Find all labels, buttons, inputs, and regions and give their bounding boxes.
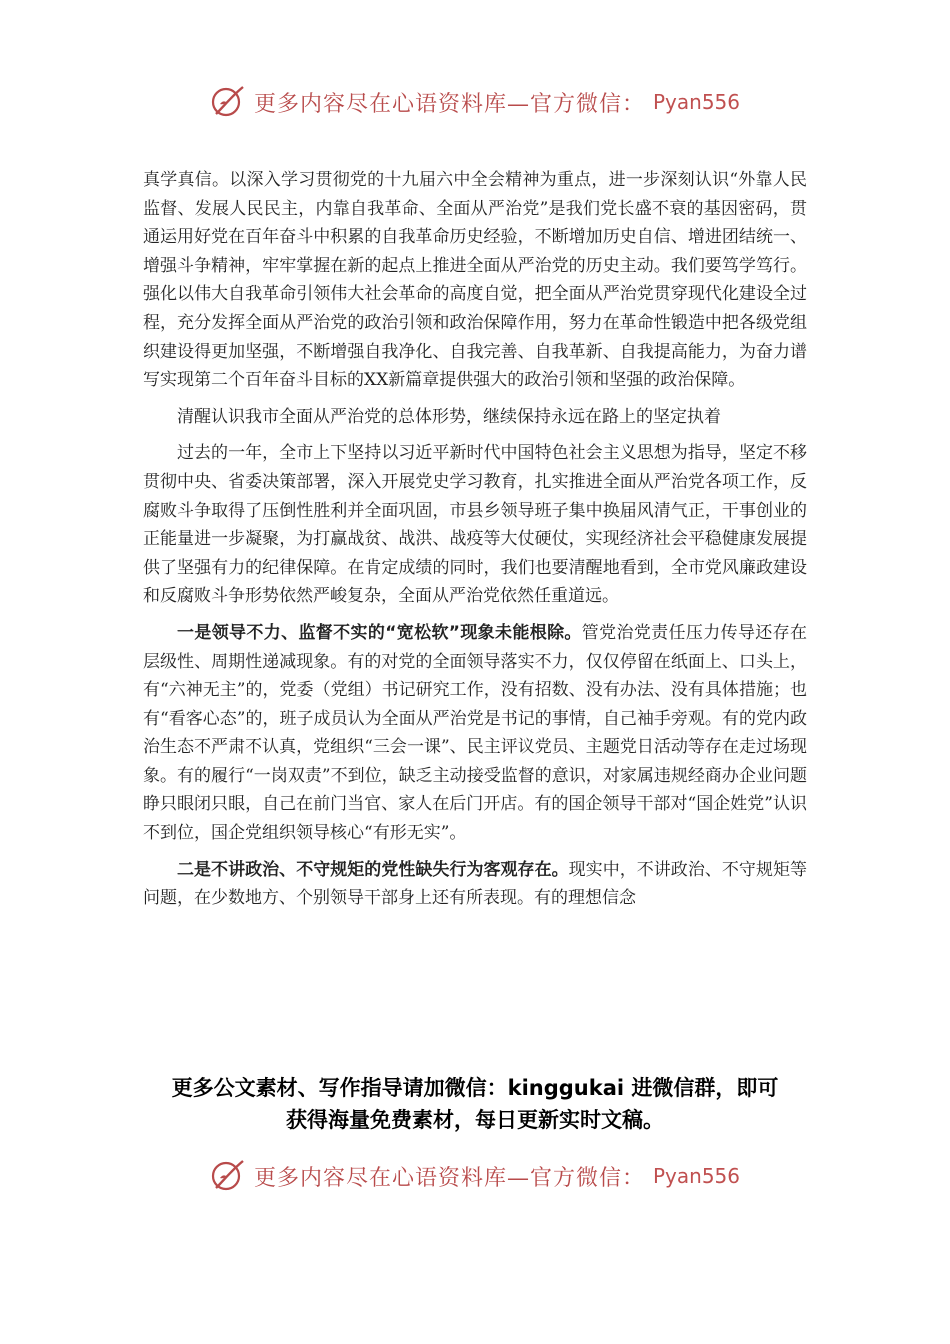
footer-banner-text: 更多内容尽在心语资料库—官方微信： [253, 1165, 645, 1191]
paragraph-continued: 真学真信。以深入学习贯彻党的十九届六中全会精神为重点，进一步深刻认识“外靠人民监督、发展人民民主，内靠自我革命、全面从严治党”是我们党长盛不衰的基因密码，贯通运用好党在百年奋斗中积累的自我革命历史经验，不断增加历史自信、增进团结统一、增强斗争精神，牢牢掌握在新的起点上推进全面从严治党的历史主动。我们要笃学笃行。强化以伟大自我革命引领伟大社会革命的高度自觉，把全面从严治党贯穿现代化建设全过程，充分发挥全面从严治党的政治引领和政治保障作用，努力在革命性锻造中把各级党组织建设得更加坚强，不断增强自我净化、自我完善、自我革新、自我提高能力，为奋力谱写实现第二个百年奋斗目标的XX新篇章提供强大的政治引领和坚强的政治保障。 [143, 170, 807, 391]
header-banner-wechat: Pyan556 [653, 90, 741, 114]
document-body [143, 166, 807, 913]
promo-line-2: 获得海量免费素材，每日更新实时文稿。 [286, 1108, 664, 1132]
point-two-text: 现实中，不讲政治、不守规矩等问题，在少数地方、个别领导干部身上还有所表现。有的理想信念 [143, 859, 808, 909]
footer-banner [0, 1154, 950, 1198]
footer-banner-wechat: Pyan556 [653, 1164, 741, 1188]
header-banner-text: 更多内容尽在心语资料库—官方微信： [253, 91, 645, 117]
paragraph-point-one [143, 619, 807, 848]
paragraph-point-two [143, 856, 807, 913]
section-heading: 清醒认识我市全面从严治党的总体形势，继续保持永远在路上的坚定执着 [177, 406, 721, 427]
promo-line-1: 更多公文素材、写作指导请加微信：kinggukai 进微信群，即可 [171, 1076, 779, 1100]
quill-logo-icon [210, 1158, 246, 1194]
quill-logo-icon [210, 84, 246, 120]
point-one-lead: 一是领导不力、监督不实的“宽松软”现象未能根除。 [177, 622, 582, 643]
point-one-text: 管党治党责任压力传导还存在层级性、周期性递减现象。有的对党的全面领导落实不力，仅仅停留在纸面上、口头上，有“六神无主”的，党委（党组）书记研究工作，没有招数、没有办法、没有具体措施；也有“看客心态”的，班子成员认为全面从严治党是书记的事情，自己袖手旁观。有的党内政治生态不严肃不认真，党组织“三会一课”、民主评议党员、主题党日活动等存在走过场现象。有的履行“一岗双责”不到位，缺乏主动接受监督的意识，对家属违规经商办企业问题睁只眼闭只眼，自己在前门当官、家人在后门开店。有的国企领导干部对“国企姓党”认识不到位，国企党组织领导核心“有形无实”。 [143, 622, 807, 844]
header-banner [0, 80, 950, 124]
promo-notice [100, 1072, 850, 1136]
paragraph-overview: 过去的一年，全市上下坚持以习近平新时代中国特色社会主义思想为指导，坚定不移贯彻中央、省委决策部署，深入开展党史学习教育，扎实推进全面从严治党各项工作，反腐败斗争取得了压倒性胜利并全面巩固，市县乡领导班子集中换届风清气正，干事创业的正能量进一步凝聚，为打赢战贫、战洪、战疫等大仗硬仗，实现经济社会平稳健康发展提供了坚强有力的纪律保障。在肯定成绩的同时，我们也要清醒地看到，全市党风廉政建设和反腐败斗争形势依然严峻复杂，全面从严治党依然任重道远。 [143, 443, 807, 607]
point-two-lead: 二是不讲政治、不守规矩的党性缺失行为客观存在。 [177, 859, 569, 880]
